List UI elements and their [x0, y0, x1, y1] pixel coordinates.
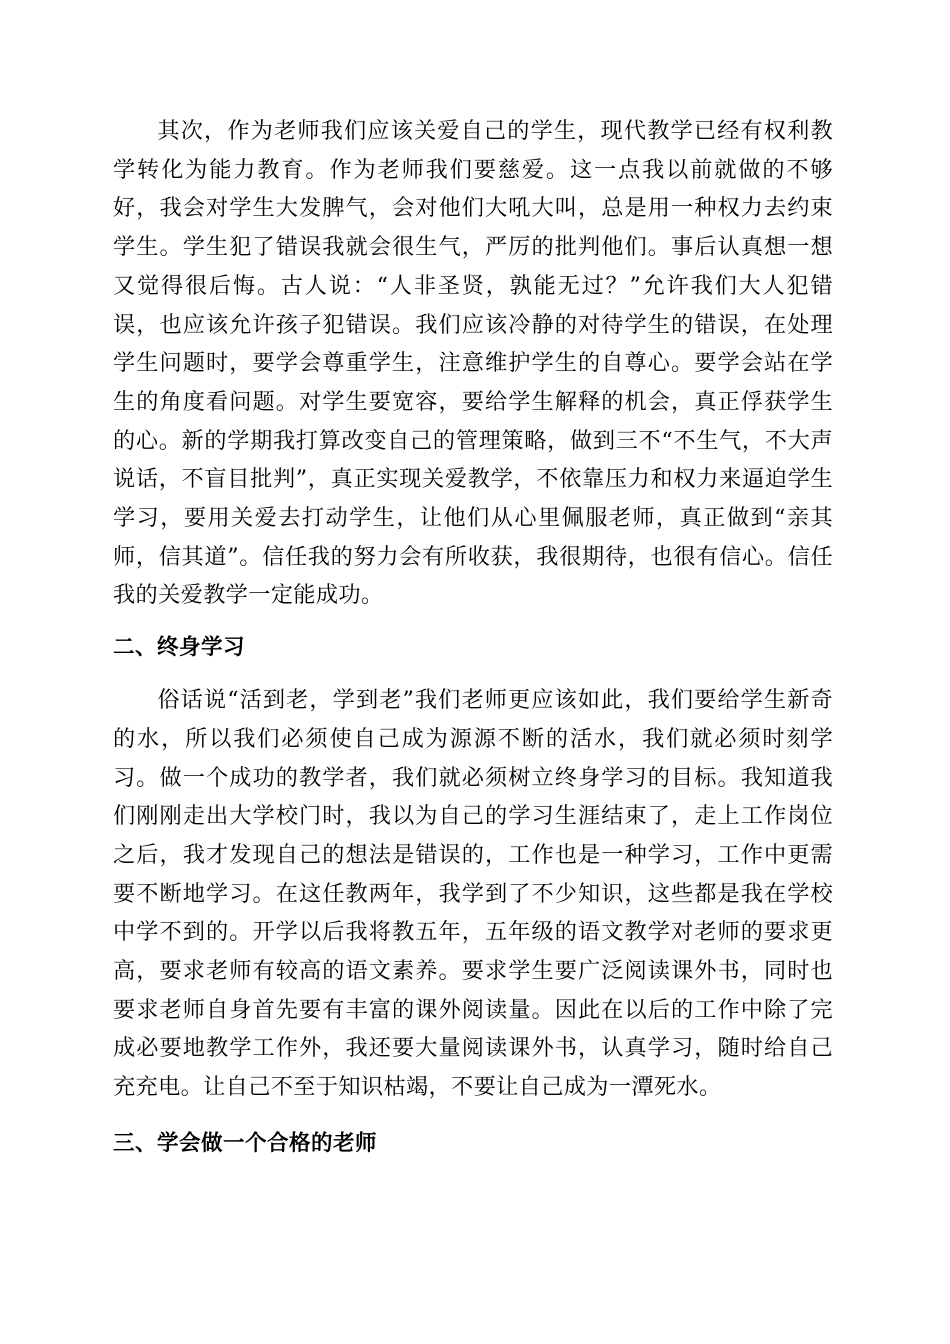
spacer [113, 615, 833, 633]
paragraph-care-for-students: 其次，作为老师我们应该关爱自己的学生，现代教学已经有权利教学转化为能力教育。作为老师我们要慈爱。这一点我以前就做的不够好，我会对学生大发脾气，会对他们大吼大叫，总是用一种权力去约束学生。学生犯了错误我就会很生气，严厉的批判他们。事后认真想一想又觉得很后悔。古人说：“人非圣贤，孰能无过？”允许我们大人犯错误，也应该允许孩子犯错误。我们应该冷静的对待学生的错误，在处理学生问题时，要学会尊重学生，注意维护学生的自尊心。要学会站在学生的角度看问题。对学生要宽容，要给学生解释的机会，真正俘获学生的心。新的学期我打算改变自己的管理策略，做到三不“不生气，不大声说话，不盲目批判”，真正实现关爱教学，不依靠压力和权力来逼迫学生学习，要用关爱去打动学生，让他们从心里佩服老师，真正做到“亲其师，信其道”。信任我的努力会有所收获，我很期待，也很有信心。信任我的关爱教学一定能成功。 [113, 118, 833, 609]
spacer [113, 663, 833, 681]
section-heading-lifelong-learning: 二、终身学习 [113, 635, 246, 661]
document-body [113, 112, 833, 1159]
spacer [113, 1107, 833, 1129]
section-heading-qualified-teacher: 三、学会做一个合格的老师 [113, 1130, 378, 1156]
paragraph-lifelong-learning: 俗话说“活到老，学到老”我们老师更应该如此，我们要给学生新奇的水，所以我们必须使自己成为源源不断的活水，我们就必须时刻学习。做一个成功的教学者，我们就必须树立终身学习的目标。我知道我们刚刚走出大学校门时，我以为自己的学习生涯结束了，走上工作岗位之后，我才发现自己的想法是错误的，工作也是一种学习，工作中更需要不断地学习。在这任教两年，我学到了不少知识，这些都是我在学校中学不到的。开学以后我将教五年，五年级的语文教学对老师的要求更高，要求老师有较高的语文素养。要求学生要广泛阅读课外书，同时也要求老师自身首先要有丰富的课外阅读量。因此在以后的工作中除了完成必要地教学工作外，我还要大量阅读课外书，认真学习，随时给自己充充电。让自己不至于知识枯竭，不要让自己成为一潭死水。 [113, 687, 833, 1101]
